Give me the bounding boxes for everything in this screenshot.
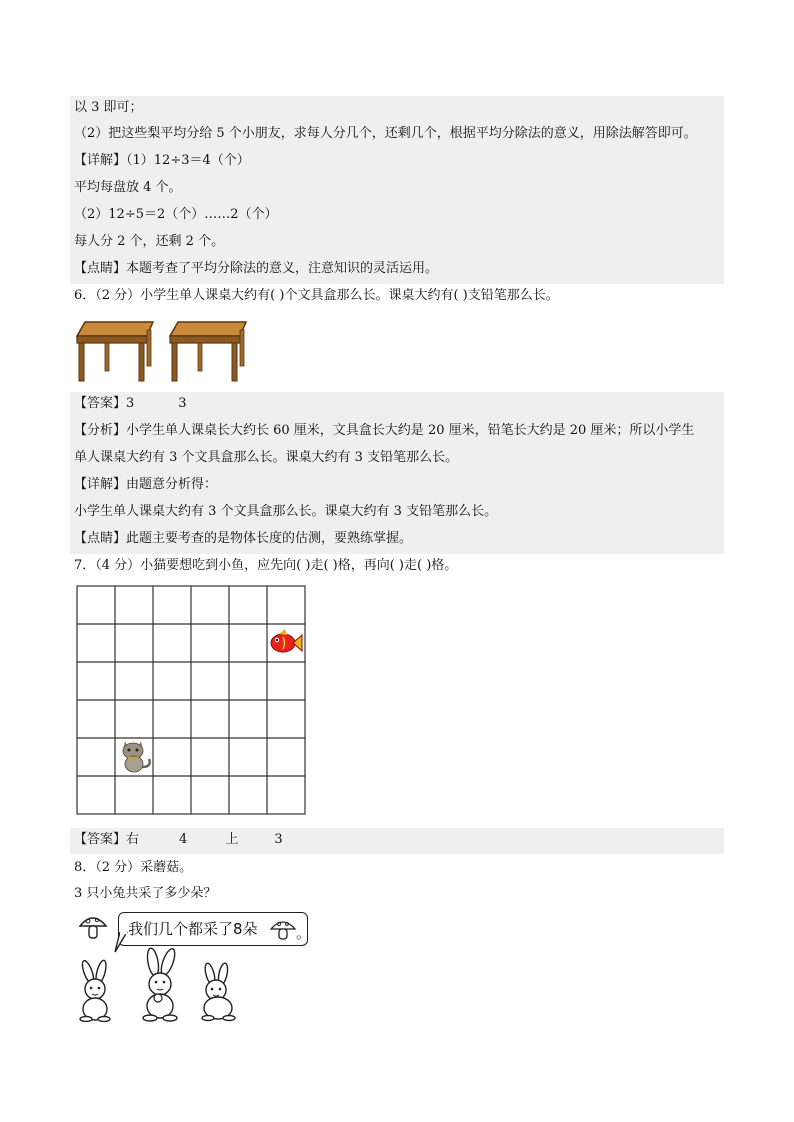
answer-line	[74, 830, 283, 850]
text-line: （2）12÷5＝2（个）……2（个）	[74, 207, 278, 222]
speech-text: 我们几个都采了8朵	[128, 920, 258, 938]
comment-line: 【点睛】此题主要考查的是物体长度的估测，要熟练掌握。	[74, 531, 413, 546]
answer-label: 【答案】	[74, 396, 127, 411]
text-line: 每人分 2 个，还剩 2 个。	[74, 234, 225, 249]
rabbit-icon	[76, 958, 116, 1022]
period-mark: 。	[296, 924, 312, 942]
analysis-line: 单人课桌大约有 3 个文具盒那么长。课桌大约有 3 支铅笔那么长。	[74, 450, 459, 465]
text-line: （2）把这些梨平均分给 5 个小朋友，求每人分几个，还剩几个，根据平均分除法的意义，用除法解答即可。	[74, 126, 697, 141]
text-line: 平均每盘放 4 个。	[74, 180, 182, 195]
question-8: 8．（2 分）采蘑菇。	[74, 860, 193, 875]
answer-value: 右	[126, 832, 140, 847]
grid-board	[76, 585, 306, 815]
analysis-line: 【分析】小学生单人课桌长大约长 60 厘米，文具盒长大约是 20 厘米，铅笔长大约是 20 厘米；所以小学生	[74, 423, 695, 438]
grid-lines	[76, 585, 306, 815]
answer-value: 3	[126, 396, 135, 411]
question-8-sub: 3 只小兔共采了多少朵？	[74, 886, 217, 901]
rabbit-icon	[196, 962, 240, 1022]
answer-value: 3	[274, 832, 283, 847]
mushroom-icon	[78, 912, 108, 942]
answer-value: 3	[178, 396, 187, 411]
rabbit-icon	[138, 946, 184, 1022]
detail-line: 【详解】由题意分析得：	[74, 477, 218, 492]
question-6: 6．（2 分）小学生单人课桌大约有( )个文具盒那么长。课桌大约有( )支铅笔那么长。	[74, 288, 559, 303]
text-line: 【点睛】本题考查了平均分除法的意义，注意知识的灵活运用。	[74, 261, 439, 276]
mushroom-icon	[270, 917, 296, 941]
question-7: 7．（4 分）小猫要想吃到小鱼，应先向( )走( )格，再向( )走( )格。	[74, 558, 458, 573]
text-line: 【详解】（1）12÷3＝4（个）	[74, 153, 250, 168]
desk-icon	[75, 318, 155, 382]
text-line: 以 3 即可；	[74, 100, 143, 115]
answer-line	[74, 394, 187, 414]
fish-icon	[269, 629, 303, 657]
cat-icon	[119, 737, 153, 773]
speech-bubble-tail	[112, 932, 128, 954]
answer-value: 4	[179, 832, 188, 847]
desk-icon	[168, 318, 248, 382]
answer-value: 上	[225, 832, 239, 847]
answer-label: 【答案】	[74, 832, 127, 847]
detail-line: 小学生单人课桌大约有 3 个文具盒那么长。课桌大约有 3 支铅笔那么长。	[74, 504, 498, 519]
